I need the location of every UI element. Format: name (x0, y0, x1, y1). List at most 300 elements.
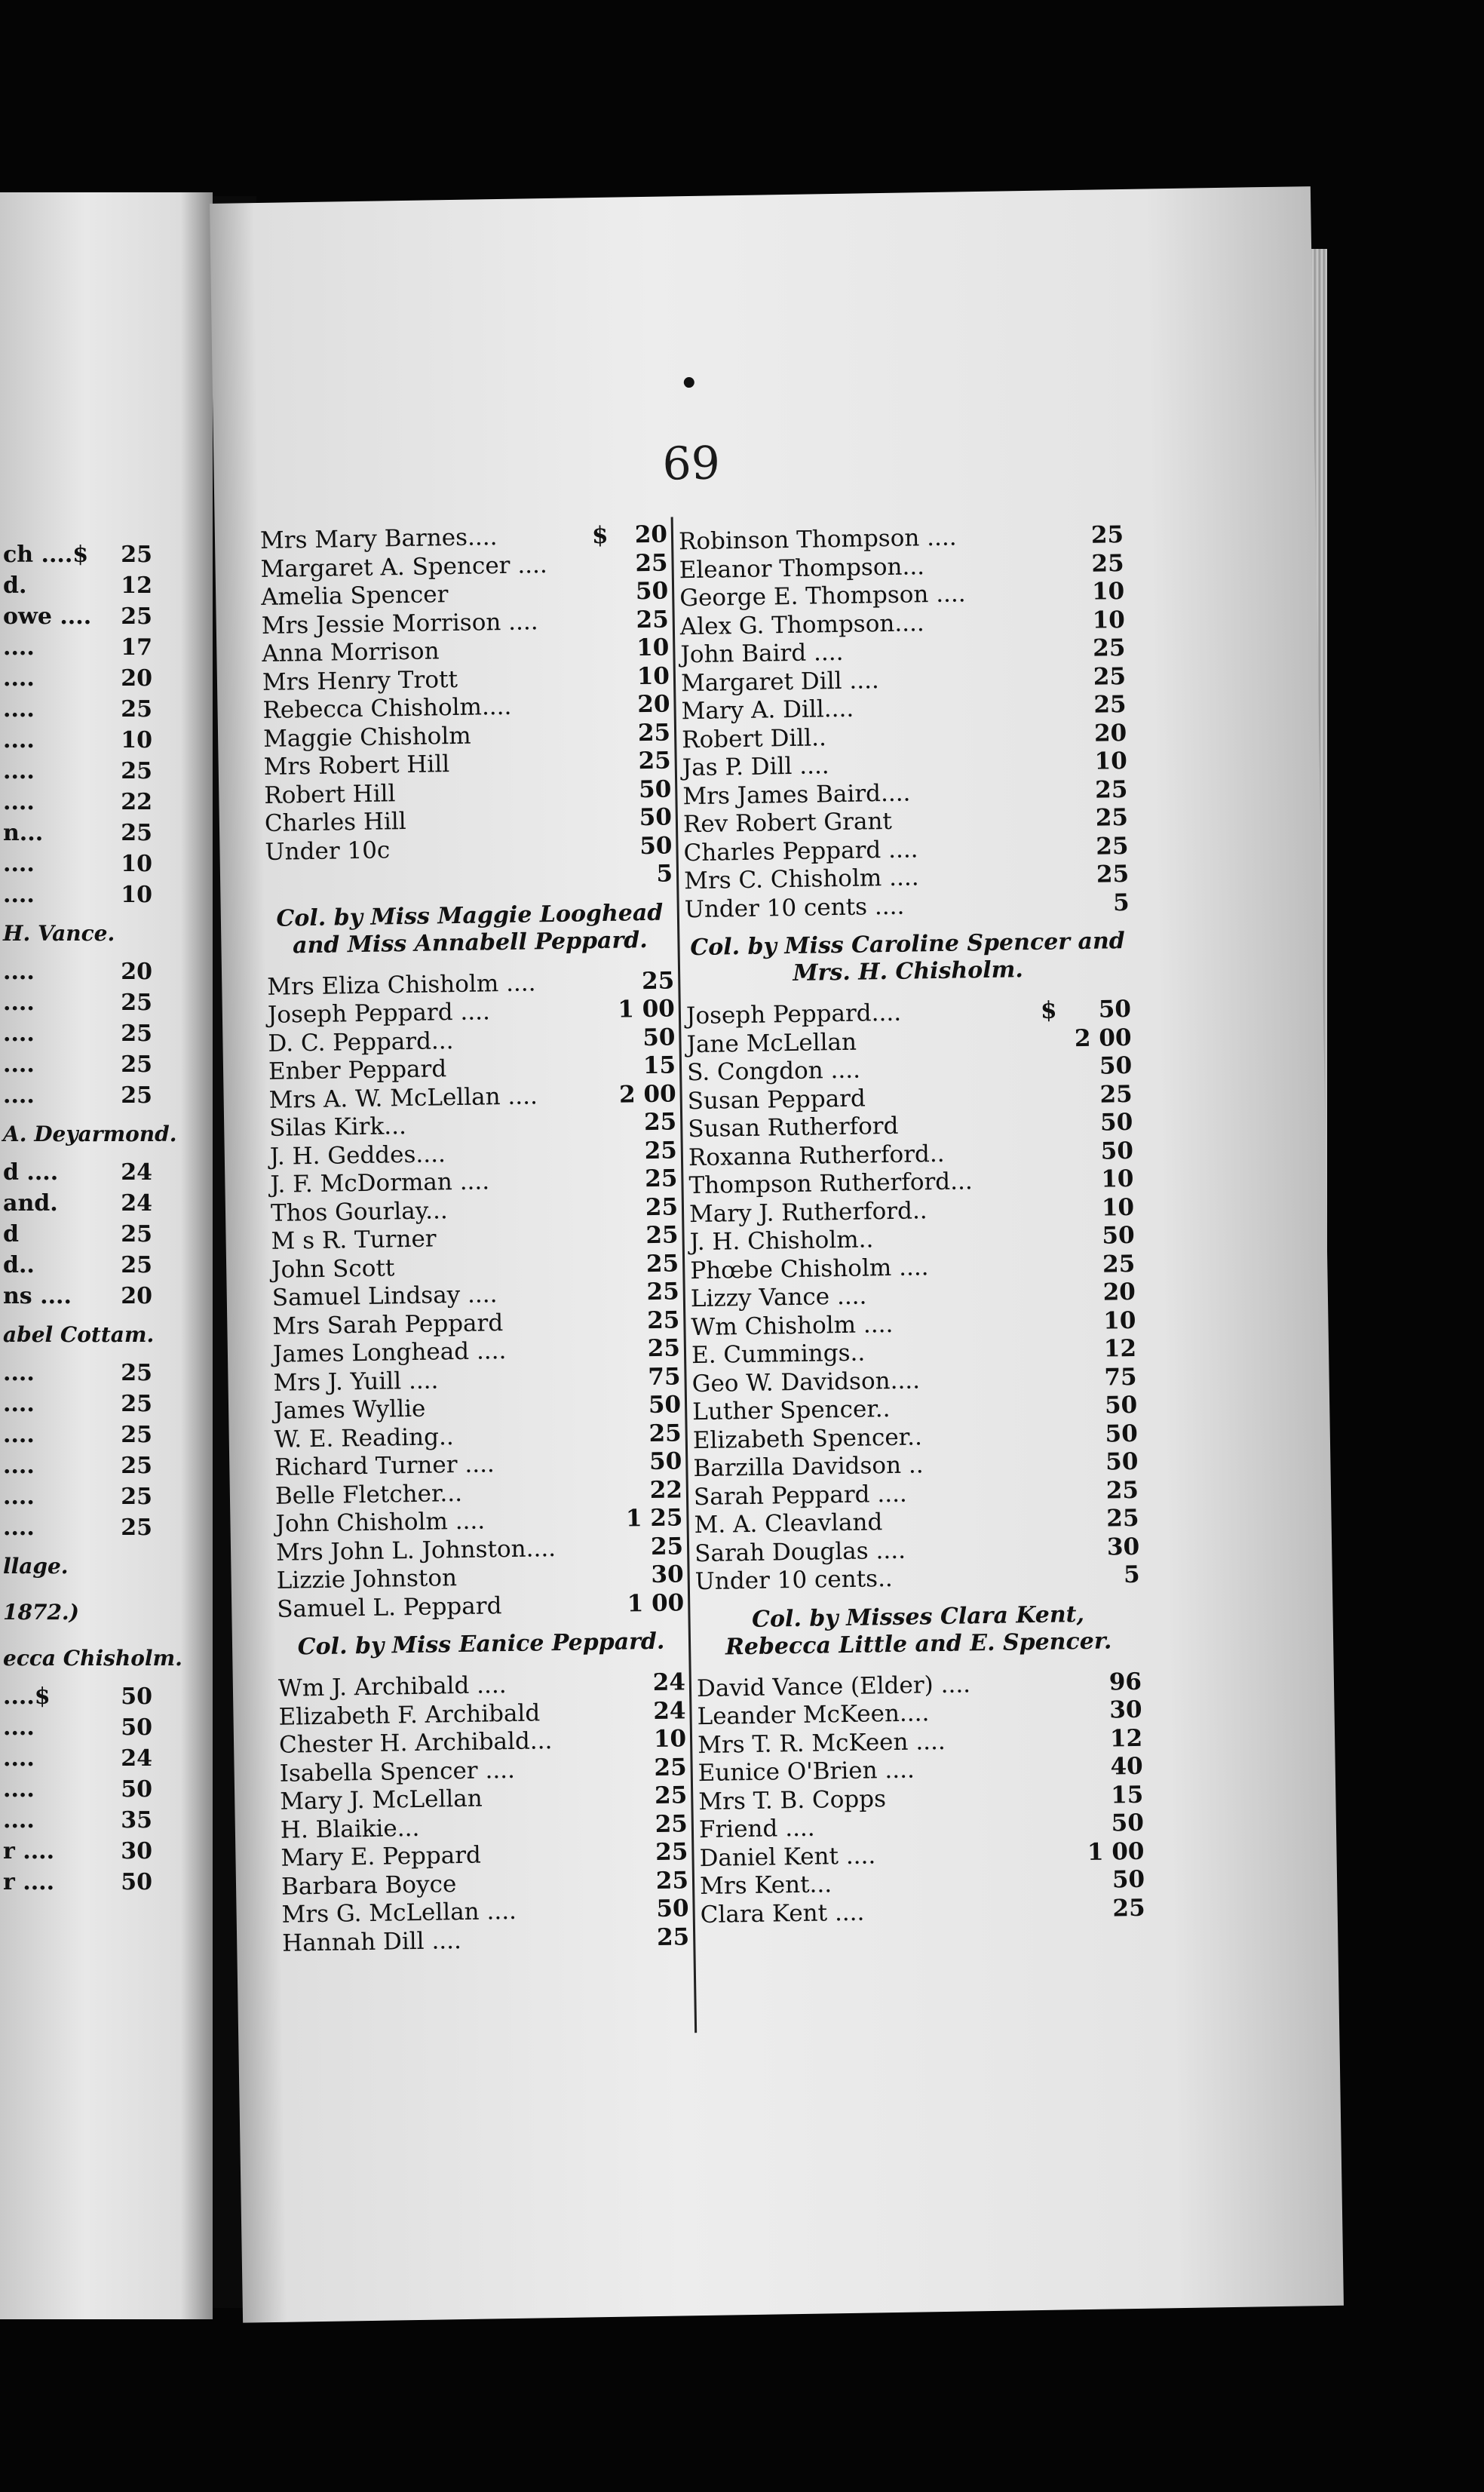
left-page-row (0, 1743, 213, 1774)
entry-name: Joseph Peppard.... (685, 999, 902, 1030)
left-page-amount: 25 (121, 1391, 152, 1417)
left-page-row (0, 725, 213, 756)
collector-heading: Col. by Miss Caroline Spencer and Mrs. H. Chisholm. (690, 928, 1126, 987)
left-page-row (0, 1358, 213, 1389)
entry-name: Isabella Spencer .... (279, 1756, 516, 1788)
left-page-text: .... (3, 1745, 35, 1772)
entry-amount: 25 (647, 1334, 681, 1363)
left-page-row (0, 1681, 213, 1712)
entry-amount: 25 (644, 1165, 678, 1193)
left-page-row (0, 756, 213, 787)
entry-name: Susan Rutherford (688, 1112, 899, 1143)
entry-amount: 22 (649, 1475, 683, 1504)
left-page-amount: 25 (121, 542, 152, 568)
left-page-amount: 50 (121, 1683, 152, 1710)
left-page-row (0, 632, 213, 663)
left-page-amount: 12 (121, 572, 152, 599)
entry-amount: 1 00 (1087, 1837, 1145, 1866)
entry-name: John Chisholm .... (275, 1507, 486, 1538)
entry-name: Margaret Dill .... (680, 666, 880, 697)
entry-amount: 25 (654, 1782, 688, 1809)
entry-amount: 25 (1099, 1080, 1133, 1109)
left-page-amount: 25 (121, 1422, 152, 1448)
left-page-text: and. (3, 1190, 58, 1217)
left-page-amount: 25 (121, 1221, 152, 1248)
left-page-text: ch ....$ (3, 542, 89, 568)
entry-amount: 25 (1094, 775, 1128, 804)
left-page-row (0, 570, 213, 601)
entry-name: Hannah Dill .... (281, 1926, 462, 1957)
entry-amount: 50 (1111, 1809, 1145, 1837)
left-page-amount: 17 (121, 634, 152, 661)
entry-amount: 25 (1093, 662, 1127, 691)
entry-amount: 1 00 (618, 995, 676, 1024)
entry-name: Mrs Robert Hill (263, 750, 450, 781)
left-page-amount: 25 (121, 603, 152, 630)
left-page-row (0, 1188, 213, 1219)
left-page-row (0, 539, 213, 570)
entry-amount: 25 (1095, 803, 1129, 832)
collector-heading: Col. by Miss Eanice Peppard. (297, 1628, 665, 1661)
left-page-amount: 22 (121, 789, 152, 815)
entry-amount: 12 (1109, 1724, 1143, 1752)
book-page (210, 186, 1344, 2323)
entry-amount: 15 (642, 1051, 676, 1080)
left-page-row (0, 787, 213, 818)
entry-amount: 25 (1106, 1504, 1139, 1533)
entry-name: Eleanor Thompson... (679, 552, 925, 584)
left-page-amount: 25 (121, 1515, 152, 1541)
dollar-sign: $ (1040, 996, 1057, 1024)
entry-name: Mary J. McLellan (280, 1785, 483, 1815)
entry-name: Susan Peppard (687, 1084, 866, 1115)
entry-amount: 50 (1100, 1137, 1134, 1165)
entry-amount: 1 00 (627, 1588, 685, 1618)
entry-name: Belle Fletcher... (274, 1479, 463, 1510)
entry-amount: 1 25 (625, 1504, 683, 1533)
left-page-row (0, 987, 213, 1018)
left-page-row (0, 1157, 213, 1188)
left-page-text: n... (3, 820, 44, 846)
entry-name: Mary J. Rutherford.. (688, 1196, 928, 1228)
entry-name: James Longhead .... (272, 1337, 507, 1368)
entry-name: Mrs Eliza Chisholm .... (267, 968, 536, 1001)
left-page-text: .... (3, 1422, 35, 1448)
entry-name: Samuel Lindsay .... (271, 1281, 498, 1312)
entry-amount: 25 (1091, 549, 1124, 578)
entry-name: Barbara Boyce (281, 1870, 457, 1901)
entry-amount: 30 (651, 1561, 684, 1589)
entry-name: E. Cummings.. (691, 1339, 866, 1370)
left-page-text: d (3, 1221, 19, 1248)
left-column (260, 521, 690, 1958)
left-page-row (0, 1805, 213, 1836)
entry-name: Chester H. Archibald... (278, 1727, 553, 1759)
entry-name: Mrs G. McLellan .... (281, 1897, 517, 1929)
entry-amount: 50 (1105, 1419, 1139, 1448)
entry-amount: 10 (636, 661, 670, 690)
entry-amount: 75 (648, 1362, 681, 1391)
page-number: 69 (661, 437, 721, 491)
entry-name: Mrs A. W. McLellan .... (268, 1082, 538, 1114)
entry-amount: 25 (655, 1866, 689, 1895)
entry-name: Lizzie Johnston (276, 1564, 458, 1594)
entry-name: Under 10 cents .... (684, 892, 905, 923)
entry-name: Joseph Peppard .... (267, 998, 491, 1029)
entry-name: Mrs T. R. McKeen .... (697, 1727, 946, 1759)
left-page-amount: 24 (121, 1190, 152, 1217)
entry-amount: 20 (634, 520, 668, 549)
left-page-amount: 20 (121, 959, 152, 985)
entry-amount: 25 (643, 1108, 677, 1137)
entry-amount: 50 (648, 1391, 682, 1419)
left-page-amount: 20 (121, 1283, 152, 1309)
collector-heading: Col. by Miss Maggie Looghead and Miss Annabell Peppard. (276, 899, 664, 959)
entry-amount: 30 (1109, 1696, 1142, 1724)
left-page-row (0, 1774, 213, 1805)
entry-name: James Wyllie (273, 1395, 426, 1425)
entry-name: Mrs C. Chisholm .... (683, 864, 919, 895)
entry-name: Daniel Kent .... (699, 1841, 876, 1872)
left-page-amount: 25 (121, 1082, 152, 1109)
entry-amount: 25 (1102, 1250, 1136, 1278)
entry-amount: 5 (1123, 1561, 1140, 1589)
entry-name: David Vance (Elder) .... (696, 1670, 971, 1702)
entry-amount: 5 (656, 860, 673, 888)
left-page-row (0, 1018, 213, 1049)
left-page-heading: ecca Chisholm. (3, 1646, 182, 1671)
entry-name: Amelia Spencer (260, 581, 449, 611)
entry-name: Charles Hill (264, 808, 406, 837)
entry-amount: 25 (644, 1136, 678, 1165)
left-page-amount: 10 (121, 882, 152, 908)
entry-name: Maggie Chisholm (262, 722, 471, 753)
entry-amount: 25 (638, 747, 671, 775)
left-page-text: r .... (3, 1838, 55, 1864)
entry-name: Robinson Thompson .... (678, 523, 957, 556)
entry-name: Robert Hill (264, 779, 396, 809)
entry-name: H. Blaikie... (280, 1814, 420, 1844)
entry-amount: 50 (648, 1447, 682, 1476)
entry-amount: 50 (1104, 1391, 1138, 1419)
entry-amount: 50 (635, 577, 669, 606)
entry-name: Silas Kirk... (268, 1112, 407, 1142)
left-page-amount: 50 (121, 1869, 152, 1895)
left-page-heading: H. Vance. (3, 921, 115, 946)
entry-name: M. A. Cleavland (694, 1508, 883, 1539)
entry-amount: 50 (1105, 1447, 1139, 1476)
left-page-heading: abel Cottam. (3, 1322, 155, 1347)
left-page-text: ns .... (3, 1283, 72, 1309)
entry-amount: 25 (636, 606, 670, 634)
entry-amount: 50 (638, 775, 672, 803)
entry-amount: 25 (655, 1838, 688, 1866)
entry-amount: 10 (1094, 747, 1128, 775)
entry-name: Richard Turner .... (274, 1450, 495, 1481)
left-page-text: .... (3, 959, 35, 985)
entry-name: Mrs Jessie Morrison .... (261, 607, 538, 640)
entry-name: Elizabeth Spencer.. (692, 1422, 923, 1454)
left-page-text: owe .... (3, 603, 92, 630)
dollar-sign: $ (591, 521, 609, 550)
entry-name: Lizzy Vance .... (690, 1282, 867, 1313)
left-page-amount: 25 (121, 758, 152, 784)
left-page-row (0, 1219, 213, 1250)
entry-amount: 25 (1105, 1476, 1139, 1505)
left-page-amount: 24 (121, 1745, 152, 1772)
entry-amount: 50 (1111, 1865, 1145, 1894)
left-page-amount: 35 (121, 1807, 152, 1834)
entry-amount: 10 (1101, 1165, 1134, 1193)
entry-amount: 25 (1096, 832, 1129, 861)
left-page-text: .... (3, 1453, 35, 1479)
left-page-text: .... (3, 1360, 35, 1386)
entry-amount: 25 (1112, 1894, 1145, 1922)
left-page-heading: A. Deyarmond. (3, 1122, 177, 1146)
entry-name: Thompson Rutherford... (688, 1168, 973, 1200)
left-page-heading: 1872.) (3, 1600, 79, 1625)
left-page-text: .... (3, 882, 35, 908)
entry-amount: 50 (642, 1023, 676, 1051)
entry-amount: 96 (1108, 1668, 1142, 1696)
entry-name: John Baird .... (680, 638, 844, 669)
left-page-text: .... (3, 789, 35, 815)
entry-amount: 25 (655, 1809, 688, 1838)
entry-amount: 20 (637, 690, 670, 719)
entry-amount: 50 (639, 803, 673, 832)
entry-name: Roxanna Rutherford.. (688, 1140, 945, 1171)
entry-amount: 10 (1091, 578, 1125, 606)
entry-name: M s R. Turner (271, 1225, 437, 1255)
left-page-text: .... (3, 634, 35, 661)
entry-amount: 25 (1093, 690, 1127, 719)
entry-name: Friend .... (698, 1814, 815, 1844)
left-page-text: .... (3, 1020, 35, 1047)
left-page-amount: 25 (121, 1252, 152, 1278)
entry-name: Mrs Henry Trott (262, 665, 458, 696)
left-page-row (0, 1836, 213, 1867)
entry-amount: 50 (1099, 1108, 1133, 1137)
entry-name: Samuel L. Peppard (276, 1591, 502, 1623)
left-page-row (0, 1080, 213, 1111)
entry-name: Mrs Kent... (699, 1871, 832, 1901)
left-page-row (0, 1389, 213, 1419)
left-page-amount: 10 (121, 851, 152, 877)
entry-row (700, 1894, 1145, 1929)
entry-name: J. F. McDorman .... (270, 1168, 490, 1198)
left-page-text: .... (3, 990, 35, 1016)
entry-amount: 10 (1102, 1306, 1136, 1335)
left-page-text: .... (3, 1391, 35, 1417)
left-page-text: .... (3, 1776, 35, 1803)
entry-name: George E. Thompson .... (679, 580, 966, 612)
entry-amount: 50 (639, 831, 673, 860)
entry-name: Thos Gourlay... (270, 1196, 448, 1227)
entry-amount: 25 (646, 1278, 680, 1306)
left-page-row (0, 1512, 213, 1543)
entry-amount: 25 (646, 1306, 680, 1334)
entry-amount: 25 (1090, 521, 1124, 549)
entry-name: Eunice O'Brien .... (698, 1756, 915, 1788)
left-page-amount: 50 (121, 1776, 152, 1803)
entry-name: J. H. Chisholm.. (689, 1226, 874, 1257)
left-page-amount: 25 (121, 1051, 152, 1078)
entry-amount: 30 (1106, 1533, 1140, 1561)
left-page-text: ....$ (3, 1683, 51, 1710)
entry-amount: 2 00 (618, 1079, 676, 1109)
left-page-row (0, 1419, 213, 1450)
left-page-text: .... (3, 851, 35, 877)
entry-name: Mrs John L. Johnston.... (275, 1534, 556, 1567)
entry-amount: 25 (1092, 634, 1126, 662)
left-page-text: r .... (3, 1869, 55, 1895)
left-page-amount: 25 (121, 820, 152, 846)
entry-name: Mary A. Dill.... (681, 695, 854, 726)
left-page-row (0, 1049, 213, 1080)
entry-name: Jas P. Dill .... (682, 752, 829, 782)
entry-name: John Scott (271, 1254, 395, 1284)
entry-amount: 25 (648, 1419, 682, 1447)
entry-name: Charles Peppard .... (683, 835, 918, 867)
left-page-amount: 30 (121, 1838, 152, 1864)
entry-name: Sarah Peppard .... (693, 1480, 908, 1511)
entry-name: Leander McKeen.... (697, 1699, 930, 1731)
left-page-heading: llage. (3, 1554, 69, 1579)
left-page-amount: 25 (121, 696, 152, 723)
entry-name: Under 10 cents.. (694, 1565, 894, 1596)
right-column (679, 521, 1145, 1929)
entry-name: Geo W. Davidson.... (691, 1366, 921, 1398)
left-page-amount: 10 (121, 727, 152, 753)
entry-amount: 50 (1102, 1221, 1135, 1250)
entry-amount: 2 00 (1074, 1024, 1132, 1052)
left-page-row (0, 1712, 213, 1743)
entry-name: Alex G. Thompson.... (679, 609, 924, 640)
entry-name: Robert Dill.. (681, 723, 827, 753)
entry-name: Barzilla Davidson .. (693, 1451, 924, 1483)
entry-name: Sarah Douglas .... (694, 1536, 906, 1567)
left-page-amount: 25 (121, 990, 152, 1016)
left-page-row (0, 818, 213, 849)
left-page-amount: 25 (121, 1360, 152, 1386)
entry-name: D. C. Peppard... (268, 1027, 454, 1057)
entry-name: Anna Morrison (262, 637, 440, 668)
entry-amount: 25 (656, 1923, 690, 1951)
entry-name: Mrs J. Yuill .... (273, 1366, 439, 1397)
entry-amount: 15 (1110, 1781, 1144, 1809)
entry-name: Wm J. Archibald .... (277, 1671, 507, 1702)
left-page-text: d.. (3, 1252, 35, 1278)
entry-amount: 24 (653, 1696, 686, 1725)
left-page-text: .... (3, 1714, 35, 1741)
entry-amount: 20 (1093, 719, 1127, 747)
entry-name: Clara Kent .... (700, 1898, 865, 1929)
entry-name: Mrs James Baird.... (682, 779, 911, 810)
entry-amount: 24 (652, 1668, 686, 1697)
entry-name: Luther Spencer.. (691, 1395, 891, 1426)
left-page-amount: 20 (121, 665, 152, 692)
entry-name: Enber Peppard (268, 1055, 447, 1085)
left-page-amount: 25 (121, 1453, 152, 1479)
entry-amount: 10 (1101, 1193, 1135, 1222)
entry-amount: 25 (650, 1532, 684, 1561)
left-page-row (0, 1250, 213, 1281)
left-page-row (0, 956, 213, 987)
entry-amount: 25 (641, 966, 675, 995)
entry-amount: 25 (635, 549, 668, 577)
entry-amount: 25 (645, 1221, 679, 1250)
entry-name: Rebecca Chisholm.... (262, 692, 512, 724)
entry-name: Elizabeth F. Archibald (278, 1699, 541, 1731)
entry-amount: 75 (1104, 1363, 1137, 1392)
left-page-text: d .... (3, 1159, 59, 1186)
entry-amount: 25 (645, 1192, 679, 1221)
left-page-text: .... (3, 665, 35, 692)
entry-name: J. H. Geddes.... (269, 1140, 446, 1171)
collector-heading: Col. by Misses Clara Kent, Rebecca Little and E. Spencer. (725, 1600, 1112, 1660)
entry-name: Mary E. Peppard (281, 1841, 482, 1872)
entry-amount: 25 (645, 1249, 679, 1278)
left-page-row (0, 601, 213, 632)
left-page-row (0, 879, 213, 910)
left-page-row (0, 663, 213, 694)
entry-name: Rev Robert Grant (682, 807, 893, 839)
entry-amount: 50 (1099, 1051, 1133, 1080)
entry-amount: 25 (654, 1753, 687, 1782)
entry-name: S. Congdon .... (686, 1056, 861, 1087)
left-page-row (0, 1481, 213, 1512)
entry-amount: 25 (637, 718, 671, 747)
entry-amount: 12 (1103, 1334, 1137, 1363)
left-page-text: .... (3, 758, 35, 784)
ink-dot (684, 377, 694, 388)
entry-amount: 25 (1096, 860, 1130, 888)
entry-name: Mrs Sarah Peppard (272, 1309, 504, 1340)
left-page-amount: 25 (121, 1484, 152, 1510)
entry-amount: 10 (636, 634, 670, 662)
entry-amount: 5 (1112, 888, 1130, 916)
left-page-text: .... (3, 1515, 35, 1541)
entry-name: Phœbe Chisholm .... (690, 1253, 929, 1284)
entry-name: W. E. Reading.. (274, 1422, 454, 1453)
left-page-text: .... (3, 1082, 35, 1109)
left-page-row (0, 694, 213, 725)
left-page-row (0, 1867, 213, 1898)
left-page-amount: 50 (121, 1714, 152, 1741)
entry-amount: 50 (1098, 995, 1132, 1024)
left-page-text: .... (3, 1484, 35, 1510)
entry-amount: 40 (1110, 1752, 1143, 1781)
entry-amount: 10 (653, 1725, 687, 1753)
left-page-amount: 24 (121, 1159, 152, 1186)
entry-amount: 50 (656, 1895, 689, 1923)
entry-row (282, 1923, 690, 1958)
left-page-text: d. (3, 572, 27, 599)
left-page-row (0, 1281, 213, 1312)
left-page-fragment (0, 192, 213, 2319)
left-page-amount: 25 (121, 1020, 152, 1047)
entry-name: Mrs Mary Barnes.... (259, 523, 498, 555)
entry-name: Mrs T. B. Copps (698, 1785, 887, 1815)
entry-amount: 10 (1092, 606, 1126, 634)
left-page-row (0, 1450, 213, 1481)
left-page-text: .... (3, 727, 35, 753)
entry-name: Margaret A. Spencer .... (260, 551, 547, 583)
entry-name: Wm Chisholm .... (691, 1310, 894, 1341)
left-page-text: .... (3, 1051, 35, 1078)
left-page-text: .... (3, 696, 35, 723)
entry-amount: 20 (1102, 1278, 1136, 1306)
